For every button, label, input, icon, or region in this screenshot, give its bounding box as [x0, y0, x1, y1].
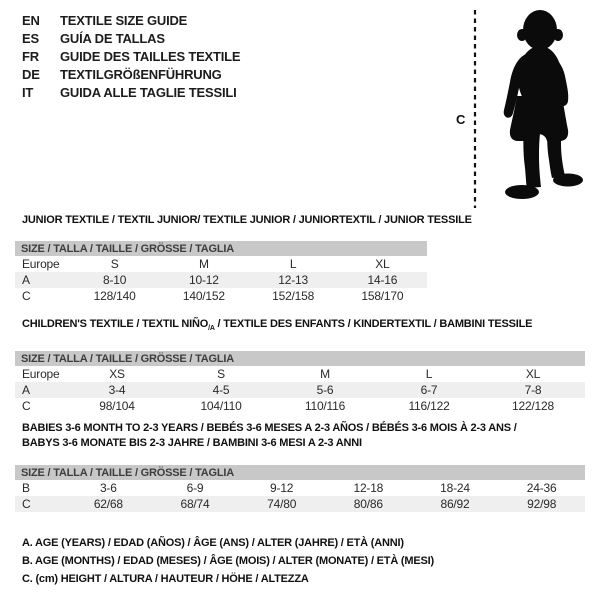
table-header-row: SIZE / TALLA / TAILLE / GRÖSSE / TAGLIA: [15, 465, 585, 480]
value-cell: 5-6: [316, 383, 334, 398]
section-children: [15, 318, 585, 414]
value-cell: 98/104: [99, 399, 135, 414]
size-cell: S: [217, 367, 225, 382]
language-row-en: [22, 11, 240, 29]
language-label: GUÍA DE TALLAS: [60, 30, 165, 46]
row-label: C: [22, 289, 31, 303]
value-cell: 68/74: [180, 497, 210, 511]
title-text: / TEXTILE DES ENFANTS / KINDERTEXTIL / BAMBINI TESSILE: [214, 318, 533, 330]
baby-figure: [452, 2, 597, 214]
value-cell: 86/92: [440, 497, 470, 511]
language-code: FR: [22, 48, 39, 64]
table-header-row: SIZE / TALLA / TAILLE / GRÖSSE / TAGLIA: [15, 241, 427, 256]
value-cell: 24-36: [526, 481, 557, 495]
value-cell: 9-12: [270, 481, 294, 495]
size-cell: L: [289, 257, 297, 271]
language-row-es: [22, 29, 240, 47]
row-label: B: [22, 481, 30, 495]
value-cell: 3-4: [108, 383, 126, 398]
row-label: C: [22, 399, 31, 414]
table-row: [15, 288, 427, 304]
value-cell: 110/116: [304, 399, 346, 414]
value-cell: 12-13: [278, 273, 308, 287]
value-cell: 128/140: [93, 289, 136, 303]
table-row: [15, 496, 585, 512]
value-cell: 104/110: [200, 399, 242, 414]
language-code: ES: [22, 30, 39, 46]
language-label: TEXTILGRÖßENFÜHRUNG: [60, 66, 222, 82]
section-babies: [15, 421, 585, 512]
section-title-junior: JUNIOR TEXTILE / TEXTIL JUNIOR/ TEXTILE JUNIOR / JUNIORTEXTIL / JUNIOR TESSILE: [22, 214, 472, 226]
size-cell: S: [110, 257, 119, 271]
value-cell: 12-18: [353, 481, 384, 495]
row-label: C: [22, 497, 31, 511]
language-code: IT: [22, 84, 34, 100]
table-row: [15, 272, 427, 288]
measure-legend: [22, 534, 434, 588]
title-text: CHILDREN'S TEXTILE / TEXTIL NIÑO: [22, 318, 209, 330]
value-cell: 4-5: [212, 383, 230, 398]
value-cell: 7-8: [524, 383, 542, 398]
row-label: A: [22, 383, 30, 398]
legend-line-a: A. AGE (YEARS) / EDAD (AÑOS) / ÂGE (ANS) / ALTER (JAHRE) / ETÀ (ANNI): [22, 537, 404, 549]
table-row: [15, 382, 585, 398]
size-cell: XL: [525, 367, 541, 382]
legend-line-c: C. (cm) HEIGHT / ALTURA / HAUTEUR / HÖHE / ALTEZZA: [22, 573, 309, 585]
language-code: EN: [22, 12, 40, 28]
value-cell: 18-24: [440, 481, 470, 495]
junior-size-table: [15, 241, 585, 304]
value-cell: 140/152: [182, 289, 225, 303]
value-cell: 92/98: [527, 497, 557, 511]
value-cell: 116/122: [408, 399, 450, 414]
size-cell: XL: [375, 257, 390, 271]
language-row-it: [22, 83, 240, 101]
value-cell: 158/170: [361, 289, 404, 303]
table-row: [15, 256, 427, 272]
language-code: DE: [22, 66, 40, 82]
size-cell: L: [425, 367, 433, 382]
size-cell: M: [320, 367, 330, 382]
section-junior: [15, 214, 585, 304]
row-label: A: [22, 273, 30, 287]
size-cell: M: [198, 257, 209, 271]
title-line-2: BABYS 3-6 MONATE BIS 2-3 JAHRE / BAMBINI 3-6 MESI A 2-3 ANNI: [22, 437, 362, 449]
table-row: [15, 398, 585, 414]
legend-line-b: B. AGE (MONTHS) / EDAD (MESES) / ÂGE (MOIS) / ALTER (MONATE) / ETÀ (MESI): [22, 555, 434, 567]
language-label: GUIDA ALLE TAGLIE TESSILI: [60, 84, 237, 100]
language-label: GUIDE DES TAILLES TEXTILE: [60, 48, 241, 64]
baby-silhouette-icon: [452, 2, 597, 214]
value-cell: 74/80: [267, 497, 297, 511]
size-cell: XS: [109, 367, 125, 382]
row-label: Europe: [22, 367, 60, 382]
language-label: TEXTILE SIZE GUIDE: [60, 12, 188, 28]
value-cell: 80/86: [353, 497, 383, 511]
section-title-babies: [22, 421, 585, 451]
value-cell: 3-6: [99, 481, 117, 495]
title-subscript: /A: [208, 325, 215, 333]
table-row: [15, 366, 585, 382]
value-cell: 6-9: [186, 481, 204, 495]
table-header-row: SIZE / TALLA / TAILLE / GRÖSSE / TAGLIA: [15, 351, 585, 366]
value-cell: 62/68: [93, 497, 123, 511]
language-row-fr: [22, 47, 240, 65]
children-size-table: [15, 351, 585, 414]
section-title-children: [22, 318, 585, 335]
baby-silhouette-shape: [504, 10, 583, 199]
row-label: Europe: [22, 257, 60, 271]
value-cell: 10-12: [189, 273, 219, 287]
language-list: [22, 11, 240, 101]
value-cell: 14-16: [367, 273, 398, 287]
title-line-1: BABIES 3-6 MONTH TO 2-3 YEARS / BEBÉS 3-6 MESES A 2-3 AÑOS / BÉBÉS 3-6 MOIS À 2-3 ANS /: [22, 422, 517, 434]
value-cell: 122/128: [512, 399, 554, 414]
value-cell: 8-10: [103, 273, 127, 287]
table-row: [15, 480, 585, 496]
height-measure-label: C: [456, 112, 466, 127]
value-cell: 152/158: [272, 289, 315, 303]
babies-size-table: [15, 465, 585, 512]
value-cell: 6-7: [420, 383, 438, 398]
language-row-de: [22, 65, 240, 83]
